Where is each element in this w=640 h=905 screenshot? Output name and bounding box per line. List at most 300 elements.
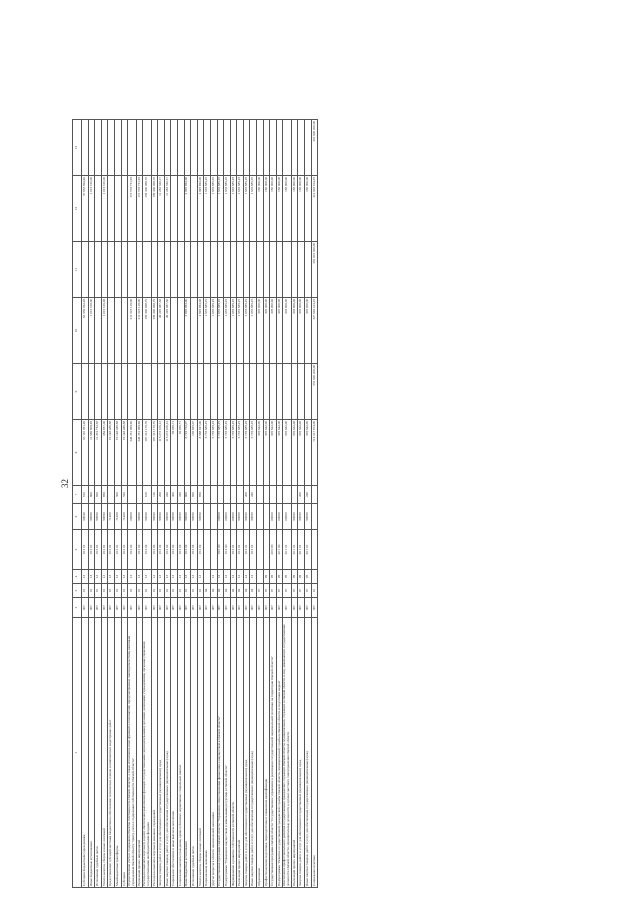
row-rz: 01: [95, 584, 102, 598]
row-amount-2021-extra: [230, 120, 237, 176]
row-amount-2019: 305 642,00: [263, 420, 270, 486]
row-amount-2019-extra: [283, 364, 291, 420]
row-vr: 800: [88, 486, 95, 504]
row-amount-2021-extra: [82, 120, 89, 176]
column-header-6: 6: [73, 504, 82, 530]
table-row: [204, 120, 211, 888]
row-amount-2021: 1 635 685,25: [250, 176, 257, 242]
row-amount-2019-extra: [114, 364, 121, 420]
row-pr: 12: [210, 570, 217, 584]
row-pr: 05: [270, 570, 277, 584]
row-csr-direction: 99090: [95, 504, 102, 530]
row-amount-2021: 57 653 694,46: [82, 176, 89, 242]
row-rz: 01: [114, 584, 121, 598]
row-rz: 01: [121, 584, 128, 598]
row-ved: 007: [164, 598, 171, 618]
column-header-3: 3: [73, 584, 82, 598]
row-amount-2019: 11 586 609,65: [88, 420, 95, 486]
row-vr: [257, 486, 264, 504]
row-ved: 007: [305, 598, 312, 618]
column-header-9: 9: [73, 364, 82, 420]
row-rz: 01: [151, 584, 158, 598]
row-amount-2020-extra: [95, 242, 102, 298]
row-csr-direction: [263, 504, 270, 530]
row-csr-program: 19 2 01: [230, 530, 237, 570]
row-amount-2020-extra: [191, 242, 198, 298]
row-rz: 01: [82, 584, 89, 598]
row-ved: 007: [191, 598, 198, 618]
row-amount-2019-extra: [158, 364, 165, 420]
row-pr: [204, 570, 211, 584]
row-amount-2019: 3 735 685,25: [210, 420, 217, 486]
row-csr-program: 20 0 00: [270, 530, 277, 570]
row-amount-2021: 1 015 316,00: [88, 176, 95, 242]
row-pr: 12: [224, 570, 231, 584]
row-name: Государственная программа Омской области "Государственное управление в реализации государственной национальной политики на территории Омской области": [270, 618, 277, 888]
table-row: [243, 120, 250, 888]
row-pr: 12: [237, 570, 244, 584]
row-amount-2019: 3 735 685,25: [230, 420, 237, 486]
row-amount-2020-extra: [224, 242, 231, 298]
row-amount-2019-extra: [197, 364, 204, 420]
row-amount-2019: 115 273 106,12: [164, 420, 171, 486]
row-name: Расходы на выплаты персоналу в целях обеспечения выполнения функций государственными (муниципальными) органами, казенными учреждениями, органами управления государственными внебюджетными фондами: [143, 618, 151, 888]
row-amount-2020-extra: [237, 242, 244, 298]
row-ved: 007: [82, 598, 89, 618]
row-rz: 07: [263, 584, 270, 598]
row-amount-2021-extra: [204, 120, 211, 176]
row-amount-2021-extra: [191, 120, 198, 176]
row-csr-program: 20 1 00: [276, 530, 283, 570]
row-rz: 07: [276, 584, 283, 598]
row-ved: 007: [108, 598, 115, 618]
row-amount-2021-extra: [95, 120, 102, 176]
row-amount-2020: 305 000,00: [276, 298, 283, 364]
table-row: [177, 120, 184, 888]
row-ved: 007: [257, 598, 264, 618]
row-name: Другие вопросы в области национальной экономики: [210, 618, 217, 888]
row-amount-2021: 1 635 685,25: [230, 176, 237, 242]
row-amount-2020: 327 662 414,25: [311, 298, 318, 364]
row-name: Закупка товаров, работ и услуг для обеспечения государственных (муниципальных) нужд: [298, 618, 305, 888]
row-ved: 007: [250, 598, 257, 618]
row-csr-program: [204, 530, 211, 570]
row-ved: 007: [291, 598, 298, 618]
row-amount-2019-extra: [210, 364, 217, 420]
row-csr-program: 19 2 01: [101, 530, 108, 570]
row-csr-program: [257, 530, 264, 570]
row-name: Обеспечение профессионального развития государственных гражданских служащих Омской области, муниципальных служащих в Омской области и лиц, замещающих государственные должности Омской области, муниципальные должности в органах местного самоуправления Омской области: [283, 618, 291, 888]
row-amount-2019-extra: [217, 364, 224, 420]
row-amount-2019: 3 735 685,25: [217, 420, 224, 486]
row-amount-2019-extra: [171, 364, 178, 420]
row-amount-2019-extra: [270, 364, 277, 420]
row-rz: 01: [136, 584, 143, 598]
row-amount-2019: 19 148 489,68: [121, 420, 128, 486]
row-ved: 007: [276, 598, 283, 618]
row-amount-2021: 312 602 614,25: [311, 176, 318, 242]
column-header-12: 12: [73, 176, 82, 242]
row-amount-2019-extra: [291, 364, 298, 420]
row-amount-2021: [191, 176, 198, 242]
row-amount-2021: 1 635 685,25: [204, 176, 211, 242]
row-name: Субсидии: [121, 618, 128, 888]
column-header-4: 4: [73, 570, 82, 584]
row-rz: 07: [270, 584, 277, 598]
row-vr: 300: [171, 486, 178, 504]
row-amount-2020: 1 015 316,00: [101, 298, 108, 364]
row-amount-2020-extra: [305, 242, 312, 298]
row-vr: [204, 486, 211, 504]
row-vr: [270, 486, 277, 504]
row-amount-2021-extra: [121, 120, 128, 176]
table-row: [82, 120, 89, 888]
row-ved: 007: [224, 598, 231, 618]
row-amount-2021: [108, 176, 115, 242]
row-amount-2019-extra: 251 600 200,00: [311, 364, 318, 420]
row-csr-direction: 99090: [305, 504, 312, 530]
row-amount-2020-extra: [164, 242, 171, 298]
row-csr-direction: [311, 504, 318, 530]
row-amount-2021: 150 000,00: [298, 176, 305, 242]
row-csr-program: 19 2 01: [108, 530, 115, 570]
row-amount-2020: 305 000,00: [283, 298, 291, 364]
row-vr: 200: [298, 486, 305, 504]
row-amount-2021-extra: [143, 120, 151, 176]
row-csr-program: 20 1 01: [283, 530, 291, 570]
row-amount-2019-extra: [151, 364, 158, 420]
row-amount-2020: 49 229 087,30: [158, 298, 165, 364]
row-amount-2020-extra: [177, 242, 184, 298]
row-amount-2020-extra: [283, 242, 291, 298]
row-name: Подпрограмма "Управление имуществом и земельными ресурсами в Омской области": [224, 618, 231, 888]
row-vr: [291, 486, 298, 504]
row-csr-direction: 00000: [217, 504, 224, 530]
row-amount-2021-extra: [263, 120, 270, 176]
table-row: [158, 120, 165, 888]
row-rz: 07: [291, 584, 298, 598]
row-vr: 320: [177, 486, 184, 504]
row-name: Социальное обеспечение и иные выплаты населению: [171, 618, 178, 888]
row-amount-2019-extra: [143, 364, 151, 420]
row-pr: 13: [177, 570, 184, 584]
row-csr-program: [263, 530, 270, 570]
row-ved: 007: [121, 598, 128, 618]
row-name: Уплата налогов, сборов и иных платежей: [197, 618, 204, 888]
row-rz: 01: [164, 584, 171, 598]
table-row: [263, 120, 270, 888]
row-csr-direction: 99090: [237, 504, 244, 530]
row-pr: 13: [108, 570, 115, 584]
row-csr-program: 19 2 02: [158, 530, 165, 570]
row-amount-2019: 305 642,00: [276, 420, 283, 486]
row-csr-program: 20 1 01: [305, 530, 312, 570]
row-amount-2020-extra: [82, 242, 89, 298]
row-amount-2021: 150 000,00: [270, 176, 277, 242]
row-amount-2021-extra: [217, 120, 224, 176]
row-amount-2019-extra: [305, 364, 312, 420]
row-pr: 13: [197, 570, 204, 584]
row-ved: 007: [184, 598, 191, 618]
row-amount-2021-extra: [136, 120, 143, 176]
row-amount-2019: 8 725 752,07: [184, 420, 191, 486]
row-csr-direction: 99090: [291, 504, 298, 530]
rotated-content: [58, 58, 618, 888]
table-row: [108, 120, 115, 888]
row-amount-2019: 8 588 927,00: [197, 420, 204, 486]
row-amount-2019: 3 735 685,25: [224, 420, 231, 486]
row-csr-program: 19 2 02: [128, 530, 136, 570]
row-pr: 05: [263, 570, 270, 584]
row-amount-2019-extra: [230, 364, 237, 420]
row-amount-2019: 39 036,71: [171, 420, 178, 486]
row-csr-direction: 99090: [136, 504, 143, 530]
row-name: Профессиональная подготовка, переподготовка и повышение квалификации: [263, 618, 270, 888]
row-amount-2020-extra: [257, 242, 264, 298]
row-rz: 04: [230, 584, 237, 598]
table-row: [151, 120, 158, 888]
row-amount-2021: 173 578 751,93: [136, 176, 143, 242]
row-name: Исполнение судебных актов: [95, 618, 102, 888]
row-pr: 13: [184, 570, 191, 584]
row-csr-program: 19 2 01: [243, 530, 250, 570]
row-amount-2019-extra: [88, 364, 95, 420]
row-pr: [311, 570, 318, 584]
row-amount-2021-extra: [177, 120, 184, 176]
row-amount-2019-extra: [191, 364, 198, 420]
row-name: Расходы на выплаты персоналу казенных учреждений: [151, 618, 158, 888]
row-amount-2019: 39 036,71: [177, 420, 184, 486]
row-rz: 01: [158, 584, 165, 598]
row-csr-direction: 71460: [114, 504, 121, 530]
table-row: [298, 120, 305, 888]
row-amount-2019: 305 642,00: [291, 420, 298, 486]
row-csr-direction: 71460: [121, 504, 128, 530]
column-header-1: 1: [73, 618, 82, 888]
row-amount-2019: 19 148 489,68: [114, 420, 121, 486]
row-amount-2020: 305 000,00: [257, 298, 264, 364]
row-amount-2020-extra: [270, 242, 277, 298]
row-amount-2020: 1 635 685,25: [204, 298, 211, 364]
row-rz: 04: [224, 584, 231, 598]
row-pr: 05: [291, 570, 298, 584]
row-amount-2021-extra: [158, 120, 165, 176]
row-amount-2020-extra: [143, 242, 151, 298]
row-amount-2019-extra: [121, 364, 128, 420]
row-csr-direction: 99090: [151, 504, 158, 530]
row-amount-2020-extra: [108, 242, 115, 298]
table-row: [291, 120, 298, 888]
row-vr: 500: [114, 486, 121, 504]
row-amount-2021-extra: [88, 120, 95, 176]
row-csr-program: [210, 530, 217, 570]
row-amount-2021-extra: [305, 120, 312, 176]
row-csr-direction: 99090: [158, 504, 165, 530]
table-row: [164, 120, 171, 888]
row-amount-2020-extra: [210, 242, 217, 298]
row-csr-program: 19 2 02: [136, 530, 143, 570]
row-name: Закупка товаров, работ и услуг для обеспечения государственных (муниципальных) нужд: [243, 618, 250, 888]
row-amount-2020-extra: [88, 242, 95, 298]
row-amount-2021: 2 995 963,00: [197, 176, 204, 242]
row-amount-2019: 714 317 874,06: [311, 420, 318, 486]
row-amount-2021: 11 283 320,17: [164, 176, 171, 242]
row-amount-2020-extra: [276, 242, 283, 298]
row-amount-2021-extra: [298, 120, 305, 176]
row-ved: 007: [88, 598, 95, 618]
row-amount-2021-extra: [210, 120, 217, 176]
row-rz: 04: [243, 584, 250, 598]
row-amount-2020: [108, 298, 115, 364]
row-amount-2020-extra: [121, 242, 128, 298]
row-pr: 13: [151, 570, 158, 584]
row-ved: 007: [210, 598, 217, 618]
row-pr: 05: [298, 570, 305, 584]
row-amount-2021-extra: [171, 120, 178, 176]
row-csr-direction: 99040: [82, 504, 89, 530]
row-amount-2021-extra: [257, 120, 264, 176]
row-rz: 04: [204, 584, 211, 598]
row-pr: 13: [164, 570, 171, 584]
row-amount-2021-extra: [243, 120, 250, 176]
row-pr: 13: [143, 570, 151, 584]
row-amount-2020: [171, 298, 178, 364]
row-pr: 13: [88, 570, 95, 584]
row-vr: [136, 486, 143, 504]
row-rz: 01: [184, 584, 191, 598]
row-amount-2020-extra: [197, 242, 204, 298]
row-amount-2020: [191, 298, 198, 364]
row-csr-program: 20 1 01: [298, 530, 305, 570]
table-row: [230, 120, 237, 888]
row-name: Подпрограмма "Развитие государственной гражданской службы Омской области, муниципальной службы в Омской области и подготовка кадров": [276, 618, 283, 888]
row-ved: 007: [143, 598, 151, 618]
row-name: Иные закупки товаров, работ и услуг для обеспечения государственных (муниципальных) нужд: [305, 618, 312, 888]
row-amount-2019-extra: [257, 364, 264, 420]
table-row: [283, 120, 291, 888]
row-ved: 007: [114, 598, 121, 618]
row-amount-2020-extra: [101, 242, 108, 298]
row-pr: 13: [95, 570, 102, 584]
table-row: [237, 120, 244, 888]
row-vr: [237, 486, 244, 504]
row-amount-2020-extra: [230, 242, 237, 298]
row-name: Реализация прочих мероприятий: [136, 618, 143, 888]
row-ved: 007: [151, 598, 158, 618]
row-csr-direction: 99090: [88, 504, 95, 530]
row-amount-2021-extra: [197, 120, 204, 176]
row-amount-2021: 11 283 320,17: [158, 176, 165, 242]
row-amount-2020-extra: [158, 242, 165, 298]
row-csr-direction: 00000: [270, 504, 277, 530]
row-amount-2019: 3 735 685,25: [250, 420, 257, 486]
column-header-10: 10: [73, 298, 82, 364]
row-amount-2020: 159 300 068,76: [151, 298, 158, 364]
row-amount-2021-extra: [237, 120, 244, 176]
row-amount-2021-extra: [151, 120, 158, 176]
row-ved: 007: [158, 598, 165, 618]
row-amount-2020: 1 635 685,25: [243, 298, 250, 364]
row-pr: 13: [136, 570, 143, 584]
row-rz: 07: [283, 584, 291, 598]
row-name: Государственная программа Омской области "Управление общественными финансами и имуществом в Омской области": [217, 618, 224, 888]
row-amount-2019-extra: [82, 364, 89, 420]
row-amount-2020: [95, 298, 102, 364]
row-amount-2019: 11 201 752,65: [95, 420, 102, 486]
table-row: [114, 120, 121, 888]
row-rz: 01: [191, 584, 198, 598]
column-header-7: 7: [73, 486, 82, 504]
row-amount-2021: 159 300 068,76: [151, 176, 158, 242]
row-rz: 07: [305, 584, 312, 598]
row-csr-direction: 99090: [164, 504, 171, 530]
row-vr: [283, 486, 291, 504]
row-amount-2019: 305 642,00: [257, 420, 264, 486]
row-csr-direction: 00000: [276, 504, 283, 530]
column-header-11: 11: [73, 242, 82, 298]
row-amount-2020: 305 000,00: [263, 298, 270, 364]
table-row: [101, 120, 108, 888]
row-amount-2020-extra: [217, 242, 224, 298]
table-row: [171, 120, 178, 888]
row-vr: 610: [82, 486, 89, 504]
row-amount-2020-extra: [204, 242, 211, 298]
row-name: Формирование и развитие собственности в Омской области: [230, 618, 237, 888]
row-name: Осуществление учета и содержания объектов собственности Омской области, а также исполнение иных функций и полномочий, предусмотренных законодательством, казенным учреждением Омской области "Центр учета и содержания собственности Омской области": [128, 618, 136, 888]
row-amount-2021-extra: [250, 120, 257, 176]
row-pr: 12: [243, 570, 250, 584]
table-row: [210, 120, 217, 888]
row-rz: 01: [128, 584, 136, 598]
row-name: Уплата налогов, сборов и иных платежей: [101, 618, 108, 888]
row-amount-2021: 1 635 685,25: [210, 176, 217, 242]
row-amount-2020: 1 635 685,25: [250, 298, 257, 364]
budget-table: [72, 119, 318, 888]
table-row: [143, 120, 151, 888]
row-vr: 520: [121, 486, 128, 504]
row-rz: 01: [101, 584, 108, 598]
row-amount-2019-extra: [177, 364, 184, 420]
row-pr: 05: [276, 570, 283, 584]
row-amount-2020-extra: [243, 242, 250, 298]
row-amount-2021: 2 995 963,00: [184, 176, 191, 242]
row-amount-2019: 305 642,00: [270, 420, 277, 486]
row-amount-2021: 150 000,00: [263, 176, 270, 242]
row-csr-direction: 00000: [230, 504, 237, 530]
row-csr-program: [311, 530, 318, 570]
row-csr-direction: 99090: [177, 504, 184, 530]
row-vr: 200: [158, 486, 165, 504]
row-csr-direction: 99090: [298, 504, 305, 530]
row-vr: [224, 486, 231, 504]
row-ved: 007: [283, 598, 291, 618]
row-csr-direction: 99090: [250, 504, 257, 530]
row-rz: 07: [298, 584, 305, 598]
row-amount-2019: 63 110 051,29: [82, 420, 89, 486]
row-ved: 007: [177, 598, 184, 618]
row-ved: 007: [311, 598, 318, 618]
row-amount-2021: 150 000,00: [291, 176, 298, 242]
column-header-2: 2: [73, 598, 82, 618]
row-ved: 007: [101, 598, 108, 618]
column-header-8: 8: [73, 420, 82, 486]
row-name: Национальная экономика: [204, 618, 211, 888]
table-row: [257, 120, 264, 888]
row-ved: 007: [298, 598, 305, 618]
row-amount-2020-extra: [298, 242, 305, 298]
row-amount-2021: 150 000,00: [257, 176, 264, 242]
row-pr: 13: [171, 570, 178, 584]
